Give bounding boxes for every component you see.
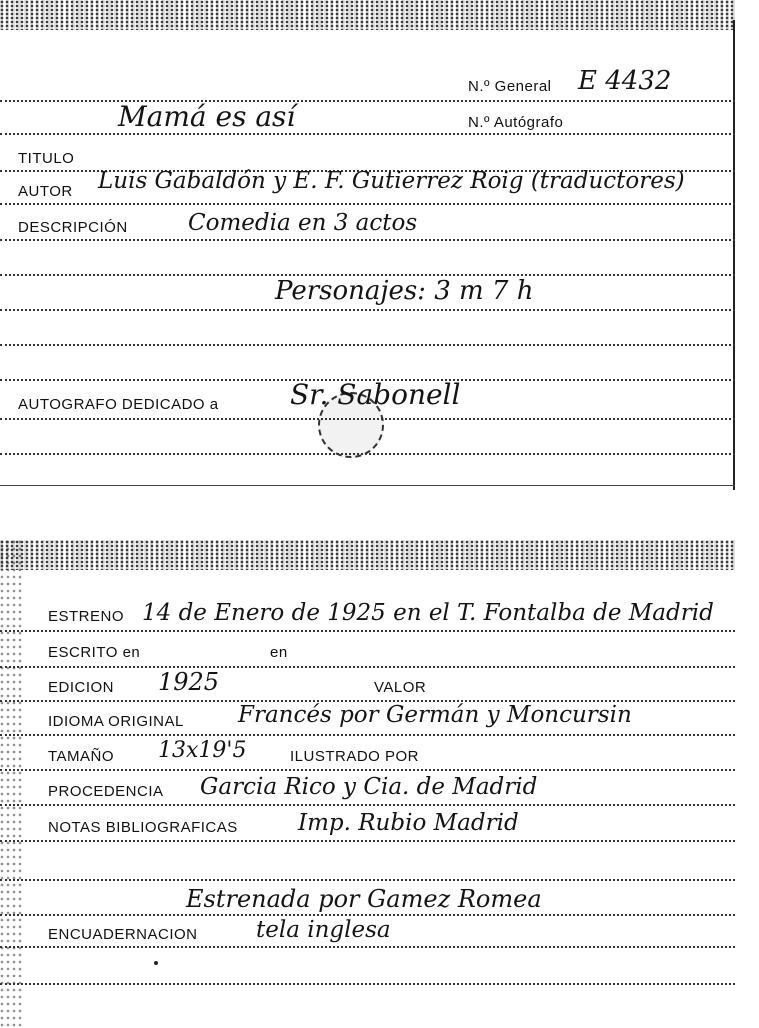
idioma-value: Francés por Germán y Moncursin — [238, 702, 632, 728]
estrenada-note: Estrenada por Gamez Romea — [186, 885, 542, 913]
edicion-value: 1925 — [158, 668, 220, 696]
notas-label: NOTAS BIBLIOGRAFICAS — [48, 819, 238, 836]
ruled-line — [0, 630, 735, 632]
ruled-line — [0, 840, 735, 842]
descripcion-value: Comedia en 3 actos — [188, 210, 418, 236]
ruled-line — [0, 344, 735, 346]
card-torn-edge — [0, 0, 735, 30]
ruled-line — [0, 734, 735, 736]
idioma-label: IDIOMA ORIGINAL — [48, 713, 184, 730]
descripcion-label: DESCRIPCIÓN — [18, 219, 128, 236]
notas-value: Imp. Rubio Madrid — [298, 810, 519, 836]
ruled-line — [0, 769, 735, 771]
card-bottom-line — [0, 485, 735, 486]
dedicado-value: Sr. Sabonell — [290, 378, 461, 411]
ruled-line — [0, 100, 735, 102]
valor-label: VALOR — [374, 679, 427, 696]
tamano-label: TAMAÑO — [48, 748, 115, 765]
estreno-value: 14 de Enero de 1925 en el T. Fontalba de Madrid — [142, 600, 714, 626]
dedicado-label: AUTOGRAFO DEDICADO a — [18, 396, 219, 413]
title-handwritten: Mamá es así — [118, 100, 296, 133]
edicion-label: EDICION — [48, 679, 115, 696]
ruled-line — [0, 666, 735, 668]
autor-value: Luis Gabaldón y E. F. Gutierrez Roig (traductores) — [98, 168, 685, 194]
card-torn-edge — [0, 540, 735, 570]
ruled-line — [0, 879, 735, 881]
tamano-value: 13x19'5 — [158, 738, 247, 763]
general-number-value: E 4432 — [578, 66, 672, 96]
catalog-card-bottom — [0, 540, 735, 1028]
ilustrado-label: ILUSTRADO POR — [290, 748, 420, 765]
ruled-line — [0, 983, 735, 985]
ruled-line — [0, 914, 735, 916]
encuadernacion-label: ENCUADERNACION — [48, 926, 198, 943]
ruled-line — [0, 804, 735, 806]
general-number-label: N.º General — [468, 78, 552, 95]
autografo-number-label: N.º Autógrafo — [468, 114, 564, 131]
card-speckled-edge — [0, 540, 22, 1028]
personajes-note: Personajes: 3 m 7 h — [275, 276, 534, 306]
estreno-label: ESTRENO — [48, 608, 125, 625]
catalog-card-top — [0, 0, 735, 490]
autor-label: AUTOR — [18, 183, 73, 200]
ruled-line — [0, 946, 735, 948]
procedencia-label: PROCEDENCIA — [48, 783, 164, 800]
ruled-line — [0, 239, 735, 241]
titulo-label: TITULO — [18, 150, 75, 167]
procedencia-value: Garcia Rico y Cia. de Madrid — [200, 774, 538, 800]
ruled-line — [0, 309, 735, 311]
encuadernacion-value: tela inglesa — [256, 917, 391, 943]
escrito-en-label: en — [270, 644, 288, 661]
escrito-label: ESCRITO en — [48, 644, 141, 661]
ruled-line — [0, 203, 735, 205]
ruled-line — [0, 133, 735, 135]
ink-dot — [154, 961, 158, 965]
